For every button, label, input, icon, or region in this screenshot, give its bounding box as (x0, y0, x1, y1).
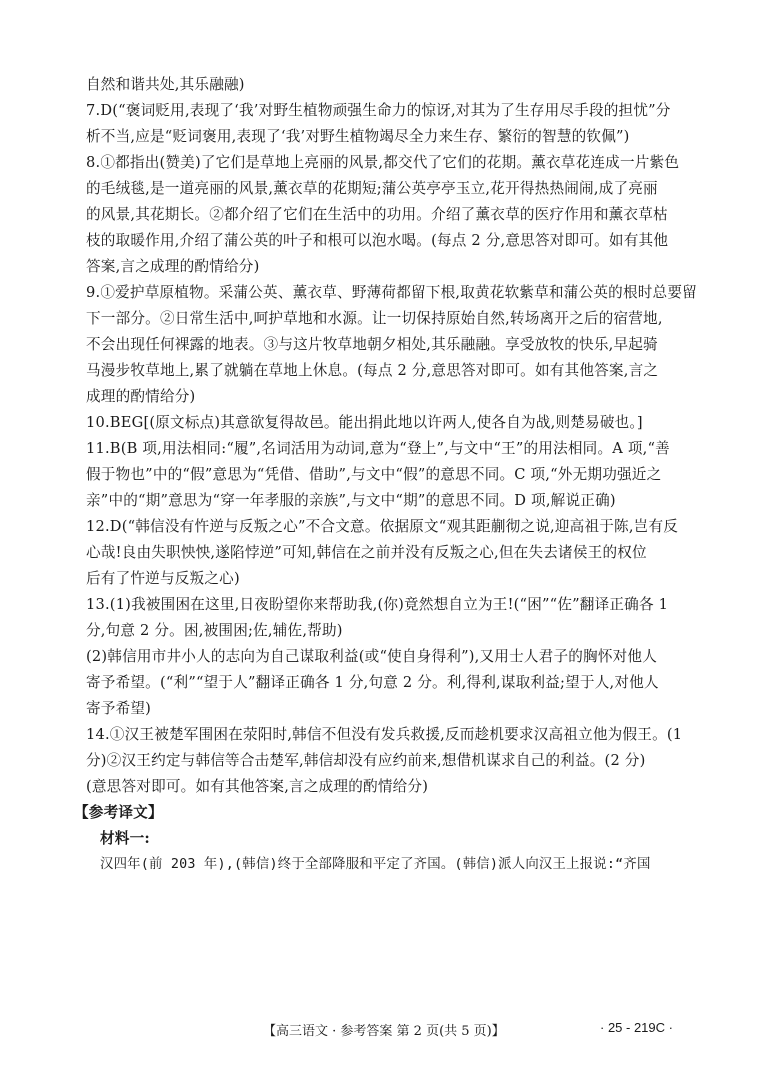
answer-content (74, 72, 697, 878)
footer-page-info: 【高三语文 · 参考答案 第 2 页(共 5 页)】 (263, 1024, 505, 1039)
reference-translation-heading: 【参考译文】 (74, 804, 163, 821)
text-line: 下一部分。②日常生活中,呵护草地和水源。让一切保持原始自然,转场离开之后的宿营地, (86, 310, 663, 327)
text-line: 心哉!良由失职怏怏,遂陷悖逆”可知,韩信在之前并没有反叛之心,但在失去诸侯王的权位 (86, 544, 647, 561)
answer-8-line: 8.①都指出(赞美)了它们是草地上亮丽的风景,都交代了它们的花期。薰衣草花连成一片紫色 (86, 154, 680, 171)
answer-12-line: 12.D(“韩信没有忤逆与反叛之心”不合文意。依据原文“观其距蒯彻之说,迎高祖于陈,岂有反 (86, 518, 679, 535)
text-line: 答案,言之成理的酌情给分) (86, 258, 260, 275)
footer-code: · 25 - 219C · (600, 1020, 673, 1035)
text-line: 的毛绒毯,是一道亮丽的风景,薰衣草的花期短;蒲公英亭亭玉立,花开得热热闹闹,成了亮丽 (86, 180, 658, 197)
translation-line: 汉四年(前 203 年),(韩信)终于全部降服和平定了齐国。(韩信)派人向汉王上报说:“齐国 (100, 857, 651, 872)
text-line: 分)②汉王约定与韩信等合击楚军,韩信却没有应约前来,想借机谋求自己的利益。(2 分) (86, 752, 646, 769)
answer-11-line: 11.B(B 项,用法相同:“履”,名词活用为动词,意为“登上”,与文中“王”的用法相同。A 项,“善 (86, 440, 670, 457)
text-line: 枝的取暖作用,介绍了蒲公英的叶子和根可以泡水喝。(每点 2 分,意思答对即可。如有其他 (86, 232, 669, 249)
text-line: 成理的酌情给分) (86, 388, 196, 405)
text-line: 马漫步牧草地上,累了就躺在草地上休息。(每点 2 分,意思答对即可。如有其他答案,言之 (86, 362, 659, 379)
text-line: 亲”中的“期”意思为“穿一年孝服的亲族”,与文中“期”的意思不同。D 项,解说正确) (86, 492, 616, 509)
text-line: 自然和谐共处,其乐融融) (86, 76, 245, 93)
answer-14-line: 14.①汉王被楚军围困在荥阳时,韩信不但没有发兵救援,反而趁机要求汉高祖立他为假王。(1 (86, 726, 683, 743)
text-line: 的风景,其花期长。②都介绍了它们在生活中的功用。介绍了薰衣草的医疗作用和薰衣草枯 (86, 206, 668, 223)
answer-10-line: 10.BEG[(原文标点)其意欲复得故邑。能出捐此地以许两人,使各自为战,则楚易破也。] (86, 414, 643, 431)
text-line: 不会出现任何裸露的地表。③与这片牧草地朝夕相处,其乐融融。享受放牧的快乐,早起骑 (86, 336, 658, 353)
text-line: (2)韩信用市井小人的志向为自己谋取利益(或“使自身得利”),又用士人君子的胸怀对他人 (86, 648, 658, 665)
answer-13-line: 13.(1)我被围困在这里,日夜盼望你来帮助我,(你)竟然想自立为王!(“困”“佐”翻译正确各 1 (86, 596, 669, 613)
page-footer (0, 1020, 764, 1040)
text-line: 后有了忤逆与反叛之心) (86, 570, 240, 587)
answer-9-line: 9.①爱护草原植物。采蒲公英、薰衣草、野薄荷都留下根,取黄花软紫草和蒲公英的根时总要留 (86, 284, 697, 301)
text-line: 析不当,应是“贬词褒用,表现了‘我’对野生植物竭尽全力来生存、繁衍的智慧的钦佩”) (86, 128, 630, 145)
text-line: (意思答对即可。如有其他答案,言之成理的酌情给分) (86, 778, 429, 795)
answer-7-line: 7.D(“褒词贬用,表现了‘我’对野生植物顽强生命力的惊讶,对其为了生存用尽手段的担忧”分 (86, 102, 671, 119)
material-one-heading: 材料一: (100, 830, 150, 847)
text-line: 假于物也”中的“假”意思为“凭借、借助”,与文中“假”的意思不同。C 项,“外无期功强近之 (86, 466, 662, 483)
text-line: 寄予希望) (86, 700, 152, 717)
text-line: 分,句意 2 分。困,被围困;佐,辅佐,帮助) (86, 622, 343, 639)
text-line: 寄予希望。(“利”“望于人”翻译正确各 1 分,句意 2 分。利,得利,谋取利益;望于人,对他人 (86, 674, 659, 691)
